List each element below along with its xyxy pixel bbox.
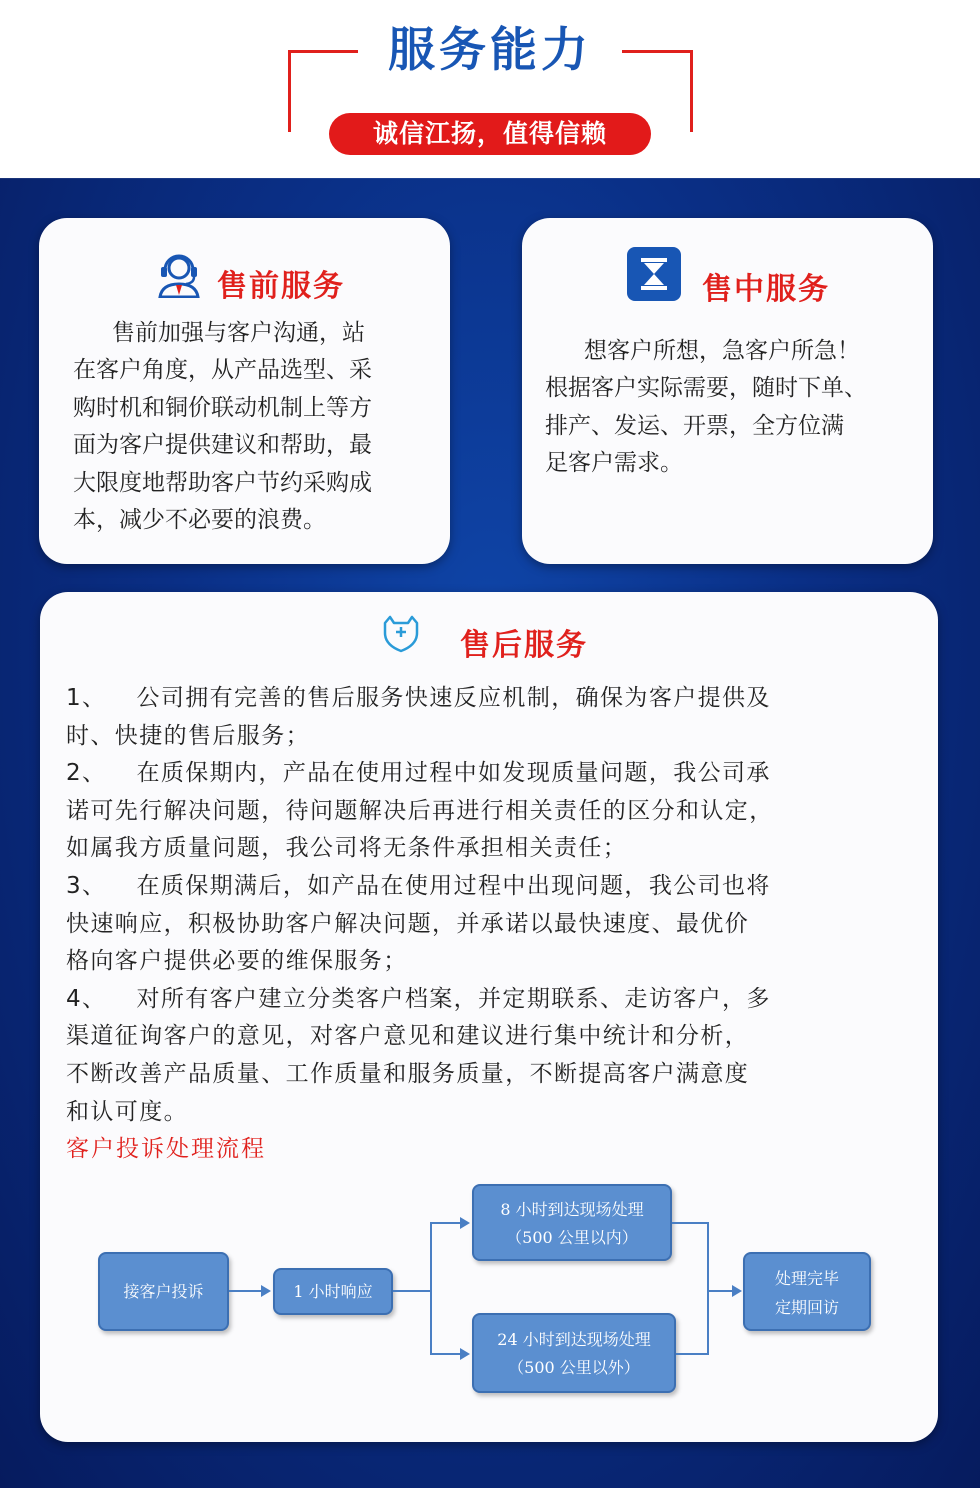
hourglass-icon: [627, 247, 681, 301]
flow-step-done: 处理完毕 定期回访: [743, 1252, 871, 1331]
customer-service-headset-icon: [156, 248, 202, 298]
list-item: 4、 对所有客户建立分类客户档案，并定期联系、走访客户，多: [66, 985, 771, 1012]
pre-sale-title: 售前服务: [217, 269, 345, 304]
flow-step-respond: 1 小时响应: [273, 1268, 393, 1315]
service-tool-icon: [382, 614, 420, 654]
after-sale-card: [40, 592, 938, 1442]
in-sale-card: 售中服务 想客户所想，急客户所急！ 根据客户实际需要，随时下单、 排产、发运、开票，全方位满 足客户需求。: [522, 218, 933, 564]
flow-step-far: 24 小时到达现场处理 （500 公里以外）: [472, 1313, 676, 1393]
in-sale-title: 售中服务: [702, 272, 830, 307]
pre-sale-card: 售前服务 售前加强与客户沟通，站 在客户角度，从产品选型、采 购时机和铜价联动机制上等方 面为客户提供建议和帮助，最 大限度地帮助客户节约采购成 本，减少不必要的浪费。: [39, 218, 450, 564]
list-item: 1、 公司拥有完善的售后服务快速反应机制，确保为客户提供及: [66, 685, 771, 711]
after-sale-list: 1、 公司拥有完善的售后服务快速反应机制，确保为客户提供及 时、快捷的售后服务； 2、 在质保期内，产品在使用过程中如发现质量问题，我公司承 诺可先行解决问题，待问题解决后再进行相关责任的区分和认定， 如属我方质量问题，我公司将无条件承担相关责任； 3、 在质保期满后，如产品在使用过程中出现问题，我公司也将 快速响应，积极协助客户解决问题，并承诺以最快速度、最优价 格向客户提供必要的维保服务； 4、 对所有客户建立分类客户档案，并定期联系、走访客户，多 渠道征询客户的意见，对客户意见和建议进行集中统计和分析， 不断改善产品质量、工作质量和服务质量，不断提高客户满意度 和认可度。: [66, 680, 916, 1131]
list-item: 3、 在质保期满后，如产品在使用过程中出现问题，我公司也将: [66, 872, 771, 899]
header: [0, 0, 980, 178]
flow-step-near: 8 小时到达现场处理 （500 公里以内）: [472, 1184, 672, 1261]
after-sale-title: 售后服务: [460, 628, 588, 663]
slogan-badge: 诚信江扬，值得信赖: [329, 113, 651, 155]
page-title: 服务能力: [388, 23, 592, 78]
list-item: 2、 在质保期内，产品在使用过程中如发现质量问题，我公司承: [66, 760, 771, 787]
flow-step-receive: 接客户投诉: [98, 1252, 229, 1331]
flow-title: 客户投诉处理流程: [66, 1136, 266, 1162]
